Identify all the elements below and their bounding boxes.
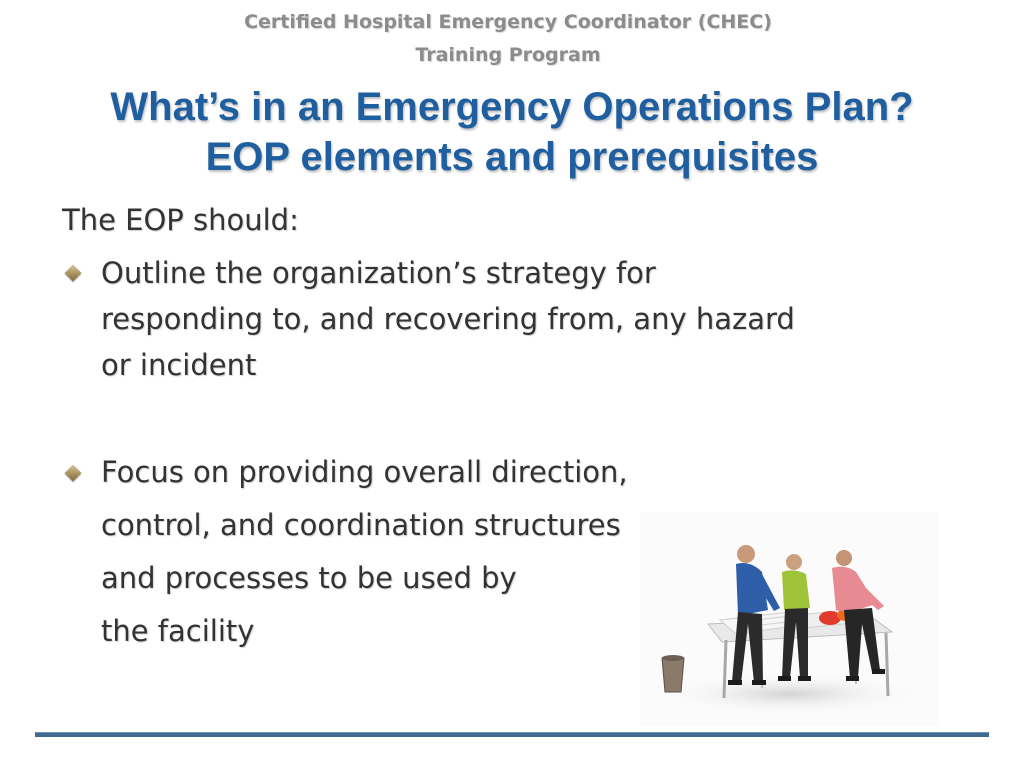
- program-title: Certified Hospital Emergency Coordinator (CHEC): [244, 11, 772, 33]
- waste-bin: [662, 655, 684, 692]
- bullet-line: or incident: [101, 348, 257, 382]
- slide-title-line-2: EOP elements and prerequisites: [205, 135, 819, 179]
- bullet-line: and processes to be used by: [101, 561, 517, 595]
- bullet-line: the facility: [101, 614, 255, 648]
- program-header: [0, 6, 1016, 72]
- bullet-line: Focus on providing overall direction,: [101, 455, 628, 489]
- program-subtitle: Training Program: [415, 44, 601, 66]
- bullet-item-strategy: [62, 250, 942, 388]
- footer-divider: [35, 732, 989, 737]
- team-planning-illustration: [640, 512, 939, 726]
- slide-title-line-1: What’s in an Emergency Operations Plan?: [110, 85, 914, 129]
- bullet-text: [101, 250, 942, 388]
- bullet-line: Outline the organization’s strategy for: [101, 256, 656, 290]
- slide-title: [0, 82, 1024, 182]
- bullet-line: responding to, and recovering from, any hazard: [101, 302, 795, 336]
- lead-text: The EOP should:: [62, 203, 299, 237]
- bullet-line: control, and coordination structures: [101, 508, 621, 542]
- diamond-bullet-icon: [65, 265, 82, 282]
- team-planning-photo: [640, 512, 939, 726]
- diamond-bullet-icon: [65, 465, 82, 482]
